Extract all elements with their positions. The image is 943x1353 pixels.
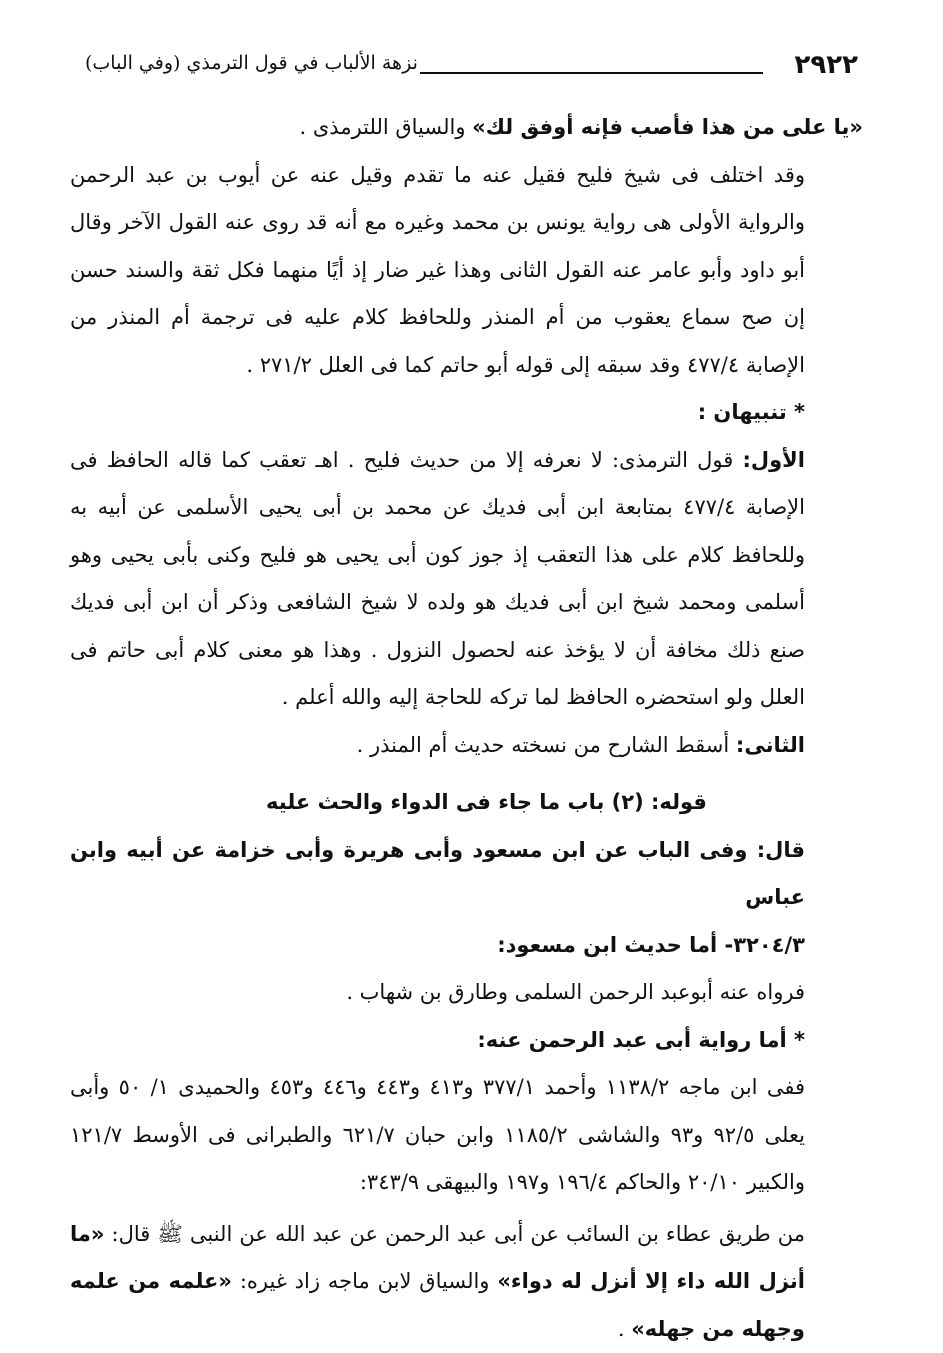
thani-text: أسقط الشارح من نسخته حديث أم المنذر .: [357, 733, 736, 757]
header-rule: [420, 72, 763, 74]
quoted-hadith-ilm: «علمه من علمه وجهله من جهله»: [70, 1269, 805, 1341]
tariq-text-2: والسياق لابن ماجه زاد غيره:: [232, 1269, 497, 1293]
paragraph-text: والسياق اللترمذى .: [300, 115, 473, 139]
quoted-hadith: «يا على من هذا فأصب فإنه أوفق لك»: [472, 115, 863, 139]
paragraph-tariq: [70, 1211, 863, 1353]
paragraph-quote-ali: [70, 104, 863, 152]
quoted-hadith-dawa: «ما أنزل الله داء إلا أنزل له دواء»: [70, 1222, 805, 1294]
tanbihan-heading: * تنبيهان :: [70, 389, 863, 437]
tariq-text-1: من طريق عطاء بن السائب عن أبى عبد الرحمن عن عبد الله عن النبى ﷺ قال:: [104, 1222, 805, 1246]
page-header: [85, 50, 858, 90]
paragraph-awwal: [70, 437, 863, 722]
page-body: [70, 104, 863, 1353]
paragraph-ikhtilaf: وقد اختلف فى شيخ فليح فقيل عنه ما تقدم وقيل عنه عن أيوب بن عبد الرحمن والرواية الأولى هى رواية يونس بن محمد وغيره مع أنه قد روى عنه القول الآخر وقال أبو داود وأبو عامر عنه القول الثانى وهذا غير ضار إذ أيًا منهما فكل ثقة والسند حسن إن صح سماع يعقوب من أم المنذر وللحافظ كلام عليه فى ترجمة أم المنذر من الإصابة ٤٧٧/٤ وقد سبقه إلى قوله أبو حاتم كما فى العلل ٢٧١/٢ .: [70, 152, 863, 390]
riwaya-heading: * أما رواية أبى عبد الرحمن عنه:: [70, 1017, 863, 1065]
tariq-text-3: .: [618, 1317, 631, 1341]
thani-label: الثانى:: [736, 733, 805, 757]
awwal-text: قول الترمذى: لا نعرفه إلا من حديث فليح . اهـ تعقب كما قاله الحافظ فى الإصابة ٤٧٧/٤ بمتابعة ابن أبى فديك عن محمد بن أبى يحيى الأسلمى عن أبيه به وللحافظ كلام على هذا التعقب إذ جوز كون أبى يحيى هو فليح وكنى بأبى يحيى وهو أسلمى ومحمد شيخ ابن أبى فديك هو ولده لا شيخ الشافعى وذكر أن ابن أبى فديك صنع ذلك مخافة أن لا يؤخذ عنه لحصول النزول . وهذا هو معنى كلام أبى حاتم فى العلل ولو استحضره الحافظ لما تركه للحاجة إليه والله أعلم .: [70, 448, 805, 710]
paragraph-thani: [70, 722, 863, 770]
section-heading: قوله: (٢) باب ما جاء فى الدواء والحث عليه: [70, 779, 863, 827]
paragraph-sources: ففى ابن ماجه ١١٣٨/٢ وأحمد ٣٧٧/١ و٤١٣ و٤٤٣ و٤٤٦ و٤٥٣ والحميدى ١/ ٥٠ وأبى يعلى ٩٢/٥ و٩٣ والشاشى ١١٨٥/٢ وابن حبان ٦٢١/٧ والطبرانى فى الأوسط ١٢١/٧ والكبير ٢٠/١٠ والحاكم ١٩٦/٤ و١٩٧ والبيهقى ٣٤٣/٩:: [70, 1064, 863, 1207]
farawah-line: فرواه عنه أبوعبد الرحمن السلمى وطارق بن شهاب .: [70, 969, 863, 1017]
page-number: ٢٩٢٢: [795, 50, 858, 80]
hadith-reference: ٣٢٠٤/٣- أما حديث ابن مسعود:: [70, 922, 863, 970]
awwal-label: الأول:: [742, 448, 805, 472]
qala-line: قال: وفى الباب عن ابن مسعود وأبى هريرة وأبى خزامة عن أبيه وابن عباس: [70, 827, 863, 922]
running-title: نزهة الألباب في قول الترمذي (وفي الباب): [85, 52, 418, 74]
